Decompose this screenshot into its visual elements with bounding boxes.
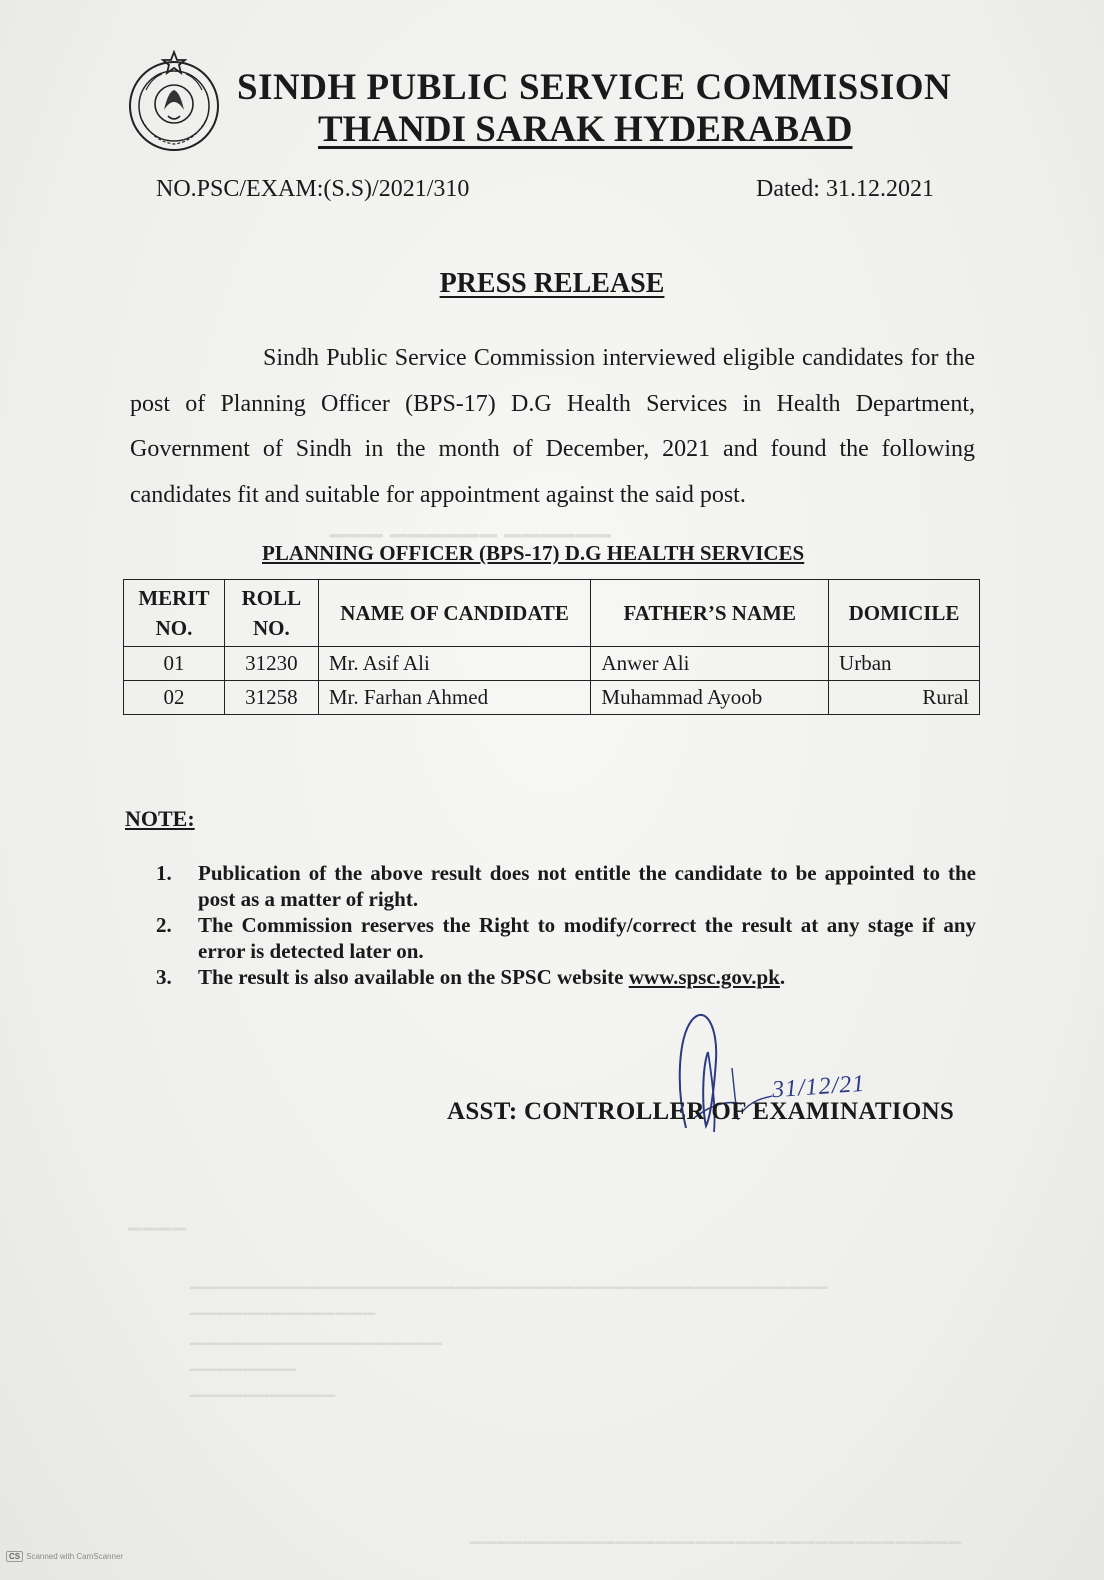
note-number: 2. [156, 913, 172, 937]
bleed-through-text: ▁▁▁▁▁▁▁▁▁▁▁ [190, 1380, 337, 1397]
cell-father: Muhammad Ayoob [591, 681, 829, 715]
reference-number: NO.PSC/EXAM:(S.S)/2021/310 [156, 176, 470, 202]
table-title: PLANNING OFFICER (BPS-17) D.G HEALTH SERVICES [262, 541, 805, 565]
note-text: The Commission reserves the Right to modify/correct the result at any stage if any error is detected later on. [198, 913, 976, 963]
cell-merit: 02 [124, 681, 225, 715]
scanner-watermark [6, 1551, 123, 1562]
notes-list [150, 860, 976, 990]
header-father-name: FATHER’S NAME [591, 580, 829, 647]
note-item [150, 912, 976, 964]
camscanner-logo-icon: CS [6, 1551, 23, 1562]
notes-heading: NOTE: [125, 806, 195, 831]
document-date: Dated: 31.12.2021 [756, 176, 934, 202]
body-paragraph: Sindh Public Service Commission interviewed eligible candidates for the post of Planning Officer (BPS-17) D.G Health Services in Health Department, Government of Sindh in the month of December, 2021 and found the following candidates fit and suitable for appointment against the said post. [130, 345, 975, 508]
bleed-through-text: ▁▁▁▁▁▁▁▁▁▁▁▁▁▁▁▁▁▁▁▁▁▁▁▁▁▁▁▁▁▁▁▁▁▁▁▁▁ [470, 1527, 963, 1544]
cell-domicile: Urban [829, 647, 980, 681]
table-header-row [124, 580, 980, 647]
cell-roll: 31258 [224, 681, 318, 715]
results-table [123, 579, 980, 715]
scanner-text: Scanned with CamScanner [26, 1552, 124, 1561]
cell-domicile: Rural [829, 681, 980, 715]
organization-address: THANDI SARAK HYDERABAD [318, 109, 853, 150]
note-number: 1. [156, 861, 172, 885]
bleed-through-text: ▁▁▁▁▁▁▁▁▁▁▁▁▁▁▁▁▁▁▁ [190, 1328, 443, 1345]
cell-roll: 31230 [224, 647, 318, 681]
note-number: 3. [156, 965, 172, 989]
bleed-through-text: ▁▁▁▁▁▁▁▁▁▁▁▁▁▁▁▁▁▁▁▁▁▁▁▁▁▁▁▁▁▁▁▁▁▁▁▁▁▁▁▁▁▁▁▁▁▁▁▁ [190, 1272, 829, 1289]
cell-name: Mr. Farhan Ahmed [318, 681, 591, 715]
bleed-through-text: ▁▁▁ ▁▁▁▁▁▁ ▁▁▁▁▁▁ [330, 512, 612, 537]
bleed-through-text: ▁▁▁▁▁▁▁▁ [190, 1354, 297, 1371]
table-row [124, 647, 980, 681]
header-roll-no: ROLL NO. [224, 580, 318, 647]
note-item [150, 860, 976, 912]
header-merit-no: MERIT NO. [124, 580, 225, 647]
cell-merit: 01 [124, 647, 225, 681]
cell-name: Mr. Asif Ali [318, 647, 591, 681]
cell-father: Anwer Ali [591, 647, 829, 681]
bleed-through-text: ▁▁▁▁▁▁▁▁▁▁▁▁▁▁ [190, 1298, 377, 1315]
organization-name: SINDH PUBLIC SERVICE COMMISSION [237, 67, 952, 108]
signature-date: 31/12/21 [771, 1070, 867, 1104]
signatory-title: ASST: CONTROLLER OF EXAMINATIONS [447, 1098, 955, 1125]
header-name: NAME OF CANDIDATE [318, 580, 591, 647]
website-link[interactable]: www.spsc.gov.pk [628, 965, 780, 989]
note-text: The result is also available on the SPSC website www.spsc.gov.pk. [198, 965, 786, 989]
note-item [150, 964, 976, 990]
sindh-emblem-icon [124, 50, 224, 152]
header-domicile: DOMICILE [829, 580, 980, 647]
document-title: PRESS RELEASE [439, 268, 665, 299]
bleed-through-text: ▁▁▁▁ [128, 1210, 188, 1230]
table-row [124, 681, 980, 715]
note-text: Publication of the above result does not entitle the candidate to be appointed to the post as a matter of right. [198, 861, 976, 911]
